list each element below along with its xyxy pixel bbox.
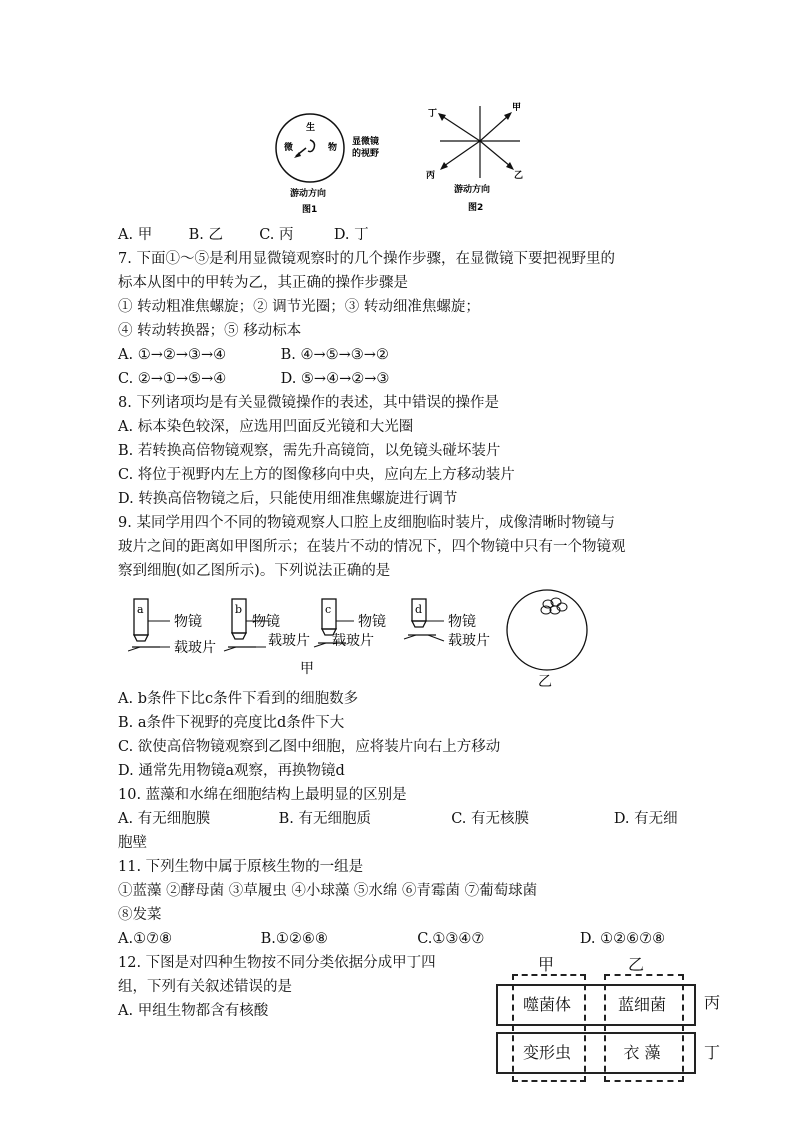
slide-a-label: 载玻片 [174, 640, 216, 656]
q6-option-d: D. 丁 [333, 227, 369, 243]
fig2-direction-caption: 游动方向 [454, 185, 491, 195]
q11-option-a: A.①⑦⑧ [118, 931, 173, 947]
q6-options [118, 224, 369, 246]
lens-a-letter: a [137, 603, 144, 616]
q9-option-b: B. a条件下视野的亮度比d条件下大 [118, 715, 345, 731]
fig1-label-left: 微 [284, 143, 294, 153]
lens-d-label: 物镜 [448, 614, 476, 630]
q6-option-b: B. 乙 [188, 227, 223, 243]
q9-option-c: C. 欲使高倍物镜观察到乙图中细胞，应将装片向右上方移动 [118, 739, 501, 755]
arrow-yi [480, 141, 510, 166]
q8-option-a: A. 标本染色较深，应选用凹面反光镜和大光圈 [118, 419, 414, 435]
q12-option-a: A. 甲组生物都含有核酸 [118, 1003, 269, 1019]
q11-option-d: D. ①②⑥⑦⑧ [579, 931, 666, 947]
objective-lens-a [128, 599, 216, 656]
q8-option-d: D. 转换高倍物镜之后，只能使用细准焦螺旋进行调节 [118, 491, 458, 507]
col-label-jia: 甲 [538, 955, 555, 974]
q10-option-d-cont: 胞壁 [118, 835, 147, 851]
q10-option-d: D. 有无细 [613, 811, 678, 827]
q12-stem-1: 12. 下图是对四种生物按不同分类依据分成甲丁四 [118, 955, 436, 971]
arrow-jia [480, 116, 508, 141]
cell-phage: 噬菌体 [522, 994, 571, 1014]
lens-d-letter: d [415, 603, 423, 616]
q9-figure-yi [502, 588, 602, 688]
q7-option-b: B. ④→⑤→③→② [280, 347, 389, 363]
fig1-direction-caption: 游动方向 [290, 189, 327, 199]
q12-stem-2: 组，下列有关叙述错误的是 [118, 979, 292, 995]
q7-options-cd [118, 368, 389, 390]
q7-option-c: C. ②→①→⑤→④ [118, 371, 227, 387]
q7-stem-2: 标本从图中的甲转为乙，其正确的操作步骤是 [118, 275, 408, 291]
slide-c-label: 载玻片 [332, 633, 374, 649]
fig2-caption: 图2 [468, 203, 484, 213]
organism-shape [308, 140, 315, 152]
fig1-caption: 图1 [302, 205, 318, 215]
q6-option-a: A. 甲 [118, 227, 153, 243]
q8-option-b: B. 若转换高倍物镜观察，需先升高镜筒，以免镜头碰坏装片 [118, 443, 501, 459]
q11-options [118, 928, 665, 950]
fig2-label-yi: 乙 [514, 171, 524, 181]
fig2-label-jia: 甲 [512, 103, 522, 113]
fig2-label-bing: 丙 [426, 171, 436, 181]
q6-option-c: C. 丙 [259, 227, 294, 243]
q11-option-c: C.①③④⑦ [417, 931, 485, 947]
fig1-label-top: 生 [306, 123, 316, 133]
slide-d-label: 载玻片 [448, 633, 490, 649]
q7-steps-2: ④ 转动转换器；⑤ 移动标本 [118, 323, 302, 339]
fig1-side-label-2: 的视野 [352, 149, 380, 159]
q9-stem-3: 察到细胞(如乙图所示)。下列说法正确的是 [118, 563, 391, 579]
q10-option-a: A. 有无细胞膜 [118, 811, 211, 827]
objective-lens-d [404, 599, 490, 649]
q9-option-a: A. b条件下比c条件下看到的细胞数多 [118, 691, 359, 707]
q9-stem-1: 9. 某同学用四个不同的物镜观察人口腔上皮细胞临时装片，成像清晰时物镜与 [118, 515, 615, 531]
fig-jia-caption: 甲 [300, 661, 314, 675]
row-label-bing: 丙 [704, 993, 721, 1012]
cell-chlamydomonas: 衣 藻 [623, 1042, 661, 1062]
q10-stem: 10. 蓝藻和水绵在细胞结构上最明显的区别是 [118, 787, 407, 803]
lens-c-letter: c [325, 603, 332, 616]
q11-list-1: ①蓝藻 ②酵母菌 ③草履虫 ④小球藻 ⑤水绵 ⑥青霉菌 ⑦葡萄球菌 [118, 883, 538, 899]
q7-options-ab [118, 344, 389, 366]
slide-b-label: 载玻片 [268, 633, 310, 649]
q8-stem: 8. 下列诸项均是有关显微镜操作的表述，其中错误的操作是 [118, 395, 499, 411]
q10-option-c: C. 有无核膜 [451, 811, 530, 827]
lens-b-label: 物镜 [252, 614, 280, 630]
q9-figure-jia [128, 595, 498, 675]
cell-cluster [541, 598, 567, 614]
lens-c-label: 物镜 [358, 614, 386, 630]
q7-stem-1: 7. 下面①～⑤是利用显微镜观察时的几个操作步骤，在显微镜下要把视野里的 [118, 251, 615, 267]
objective-lens-c [314, 599, 386, 649]
objective-lens-b [224, 599, 310, 651]
arrow-bing [444, 141, 480, 166]
q11-stem: 11. 下列生物中属于原核生物的一组是 [118, 859, 364, 875]
col-label-yi: 乙 [628, 955, 645, 974]
cell-cyanobacteria: 蓝细菌 [617, 994, 666, 1014]
figure-2 [420, 98, 540, 218]
q8-option-c: C. 将位于视野内左上方的图像移向中央，应向左上方移动装片 [118, 467, 515, 483]
q10-options [118, 808, 678, 830]
arrow-ding-head-icon [438, 113, 446, 121]
cell-amoeba: 变形虫 [522, 1042, 571, 1062]
q11-option-b: B.①②⑥⑧ [260, 931, 328, 947]
yi-field-circle [507, 590, 587, 670]
fig-yi-caption: 乙 [538, 674, 552, 688]
q9-stem-2: 玻片之间的距离如甲图所示；在装片不动的情况下，四个物镜中只有一个物镜观 [118, 539, 626, 555]
arrow-bing-head-icon [440, 162, 448, 170]
figure-1 [270, 108, 420, 218]
fig2-label-ding: 丁 [428, 109, 438, 119]
q7-steps-1: ① 转动粗准焦螺旋；② 调节光圈；③ 转动细准焦螺旋； [118, 299, 480, 315]
lens-b-letter: b [235, 603, 243, 616]
lens-a-label: 物镜 [174, 614, 202, 630]
q7-option-d: D. ⑤→④→②→③ [280, 371, 390, 387]
fig1-label-right: 物 [328, 143, 338, 153]
row-label-ding: 丁 [704, 1043, 721, 1062]
q7-option-a: A. ①→②→③→④ [118, 347, 227, 363]
q11-list-2: ⑧发菜 [118, 907, 162, 923]
q9-option-d: D. 通常先用物镜a观察，再换物镜d [118, 763, 345, 779]
fig1-side-label-1: 显微镜 [352, 137, 380, 147]
q12-diagram [494, 950, 734, 1090]
arrow-ding [442, 116, 480, 141]
q10-option-b: B. 有无细胞质 [278, 811, 371, 827]
